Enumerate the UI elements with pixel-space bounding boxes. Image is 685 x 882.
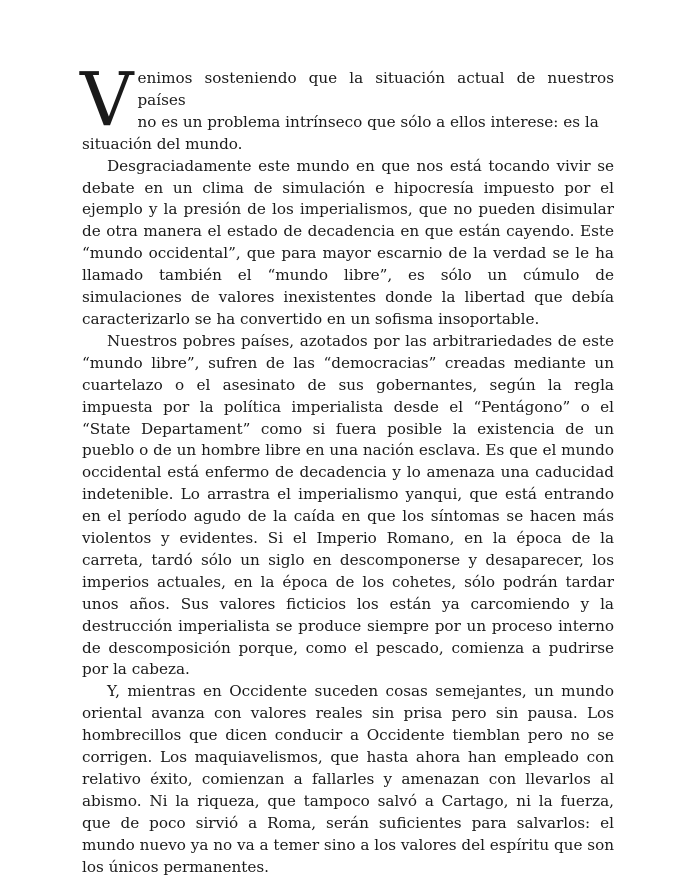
paragraph-2 bbox=[82, 156, 614, 331]
text-line: gen. Los maquiavelismos, que hasta ahora han empleado con relativo bbox=[82, 748, 614, 788]
text-line: dental está enfermo de decadencia y lo amenaza una caducidad bbox=[113, 463, 614, 482]
text-line: riqueza, que tampoco salvó a Cartago, ni la fuerza, que de poco sirvió bbox=[82, 791, 615, 832]
text-line: llamado también el “mundo libre”, es sólo un cúmulo de simulaciones bbox=[82, 266, 614, 307]
body-text bbox=[80, 57, 615, 879]
paragraph-3 bbox=[82, 331, 614, 682]
drop-cap: V bbox=[80, 57, 134, 143]
text-line: brecillos que dicen conducir a Occidente tiemblan pero no se corri bbox=[82, 726, 614, 767]
text-line: no es un problema intrínseco que sólo a ellos interese: es la bbox=[137, 112, 599, 131]
text-line: a Roma, serán suficientes para salvarlos: el mundo nuevo ya no va a bbox=[82, 813, 614, 854]
text-line: Y, mientras en Occidente suceden cosas semejantes, un mundo bbox=[107, 682, 614, 701]
paragraph-4 bbox=[82, 681, 614, 878]
text-line: unos años. Sus valores ficticios los están ya carcomiendo y la des bbox=[82, 594, 614, 635]
text-line: éxito, comienzan a fallarles y amenazan con llevarlos al abismo. Ni la bbox=[82, 770, 614, 810]
text-line: imperios actuales, en la época de los cohetes, sólo podrán tardar bbox=[82, 572, 614, 591]
text-line: oriental avanza con valores reales sin prisa pero sin pausa. Los hom bbox=[82, 704, 614, 745]
text-line: Departament” como si fuera posible la existencia de un pueblo o bbox=[82, 419, 614, 460]
text-line: ejemplo y la presión de los imperialismos, que no pueden disimular bbox=[82, 200, 614, 219]
text-line: Nuestros pobres países, azotados por las arbitrariedades de bbox=[107, 331, 577, 350]
text-line: temer sino a los valores del espíritu que son los únicos permanentes. bbox=[82, 835, 615, 876]
text-line: este “mundo libre”, sufren de las “democracias” creadas mediante bbox=[82, 331, 615, 372]
text-line: situación del mundo. bbox=[82, 134, 243, 153]
text-line: de descomposición porque, como el pescado, comienza a pudrirse bbox=[82, 638, 614, 657]
text-line: de otra manera el estado de decadencia en que están cayendo. Este bbox=[82, 222, 614, 241]
text-line: indetenible. Lo arrastra el imperialismo yanqui, que está entrando bbox=[82, 485, 614, 504]
text-line: trucción imperialista se produce siempre por un proceso interno bbox=[108, 616, 614, 635]
text-line: un cuartelazo o el asesinato de sus gobernantes, según la regla im bbox=[82, 353, 614, 416]
text-line: Desgraciadamente este mundo en que nos está tocando vivir bbox=[107, 156, 591, 175]
paragraph-1 bbox=[80, 57, 614, 156]
text-line: por la cabeza. bbox=[82, 660, 190, 679]
text-line: puesta por la política imperialista desde el “Pentágono” o el “State bbox=[82, 397, 614, 438]
text-line: violentos y evidentes. Si el Imperio Romano, en la época de la bbox=[82, 529, 614, 548]
text-line: carreta, tardó sólo un siglo en descomponerse y desaparecer, los bbox=[82, 550, 614, 569]
text-line: en el período agudo de la caída en que los síntomas se hacen más bbox=[82, 507, 614, 526]
text-line: de un hombre libre en una nación esclava. Es que el mundo occi bbox=[82, 441, 614, 482]
text-line: “mundo occidental”, que para mayor escarnio de la verdad se le ha bbox=[82, 244, 614, 263]
text-line: de valores inexistentes donde la libertad que debía caracterizarlo se bbox=[82, 288, 615, 328]
text-line: enimos sosteniendo que la situación actual de nuestros países bbox=[137, 69, 614, 109]
text-line: ha convertido en un sofisma insoportable. bbox=[216, 309, 540, 328]
text-line: se debate en un clima de simulación e hipocresía impuesto por el bbox=[82, 156, 614, 197]
